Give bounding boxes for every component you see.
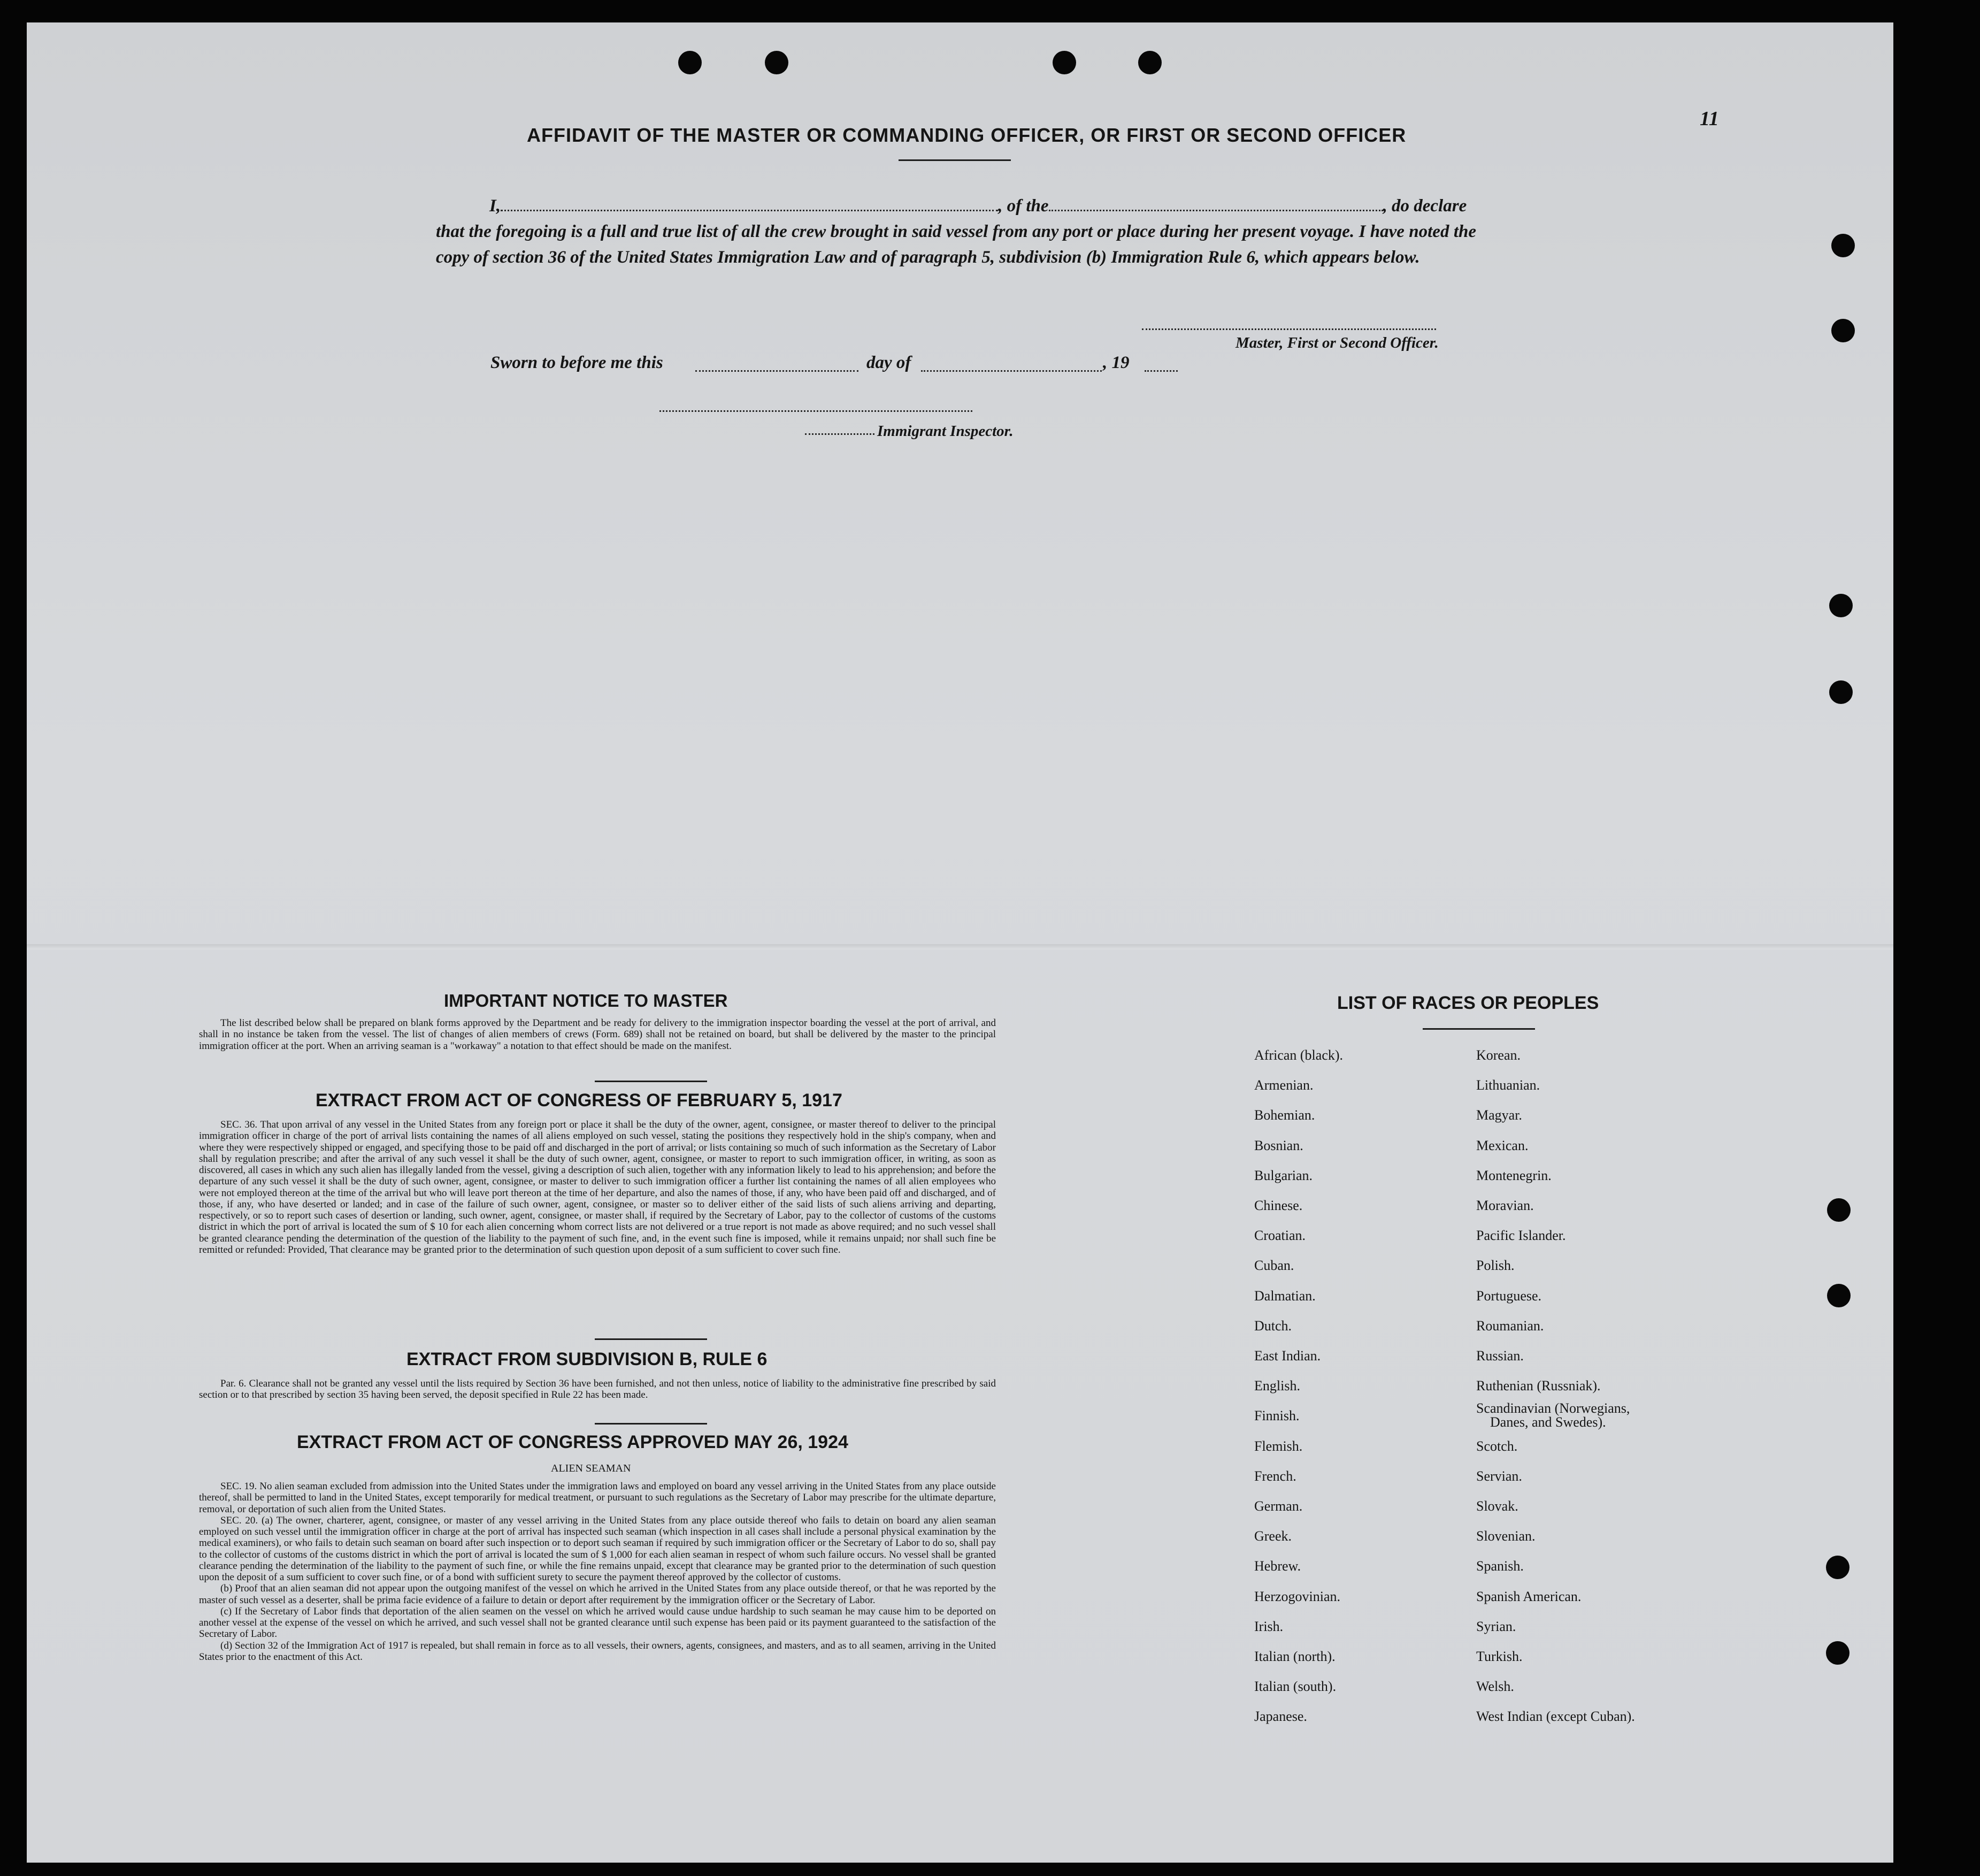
- par-6-text: Par. 6. Clearance shall not be granted any vessel until the lists required by Section 36 have been furnished, and not then unless, notice of liability to the administrative fine prescribed by said section or to that prescribed by section 35 having been served, the deposit specified in Rule 22 has been made.: [199, 1378, 996, 1401]
- race-item: Dalmatian.: [1254, 1288, 1316, 1304]
- sec-20c-text: (c) If the Secretary of Labor finds that deportation of the alien seamen on the vessel on which he arrived would cause undue hardship to such seaman he may cause him to be deported on another vessel at the expense of the vessel on which he arrived, and such vessel shall not be granted clearance until such expense has been paid or its payment guaranteed to the satisfaction of the Secretary of Labor.: [199, 1605, 996, 1640]
- race-item: Chinese.: [1254, 1198, 1303, 1213]
- race-item: Spanish American.: [1476, 1589, 1582, 1604]
- race-item: Polish.: [1476, 1258, 1515, 1273]
- year-blank[interactable]: [1145, 369, 1178, 372]
- punch-hole: [678, 51, 702, 74]
- master-label: Master, First or Second Officer.: [1235, 334, 1439, 351]
- race-item: English.: [1254, 1378, 1300, 1393]
- race-item: Herzogovinian.: [1254, 1589, 1341, 1604]
- notice-title: IMPORTANT NOTICE TO MASTER: [444, 991, 728, 1010]
- master-signature-blank[interactable]: [1142, 327, 1436, 330]
- name-blank[interactable]: [501, 196, 998, 211]
- notice-body: [199, 1017, 996, 1052]
- race-item: Hebrew.: [1254, 1558, 1301, 1574]
- race-item: Slovenian.: [1476, 1528, 1536, 1544]
- race-item: Finnish.: [1254, 1408, 1300, 1423]
- punch-hole: [1826, 1641, 1849, 1665]
- race-item: Ruthenian (Russniak).: [1476, 1378, 1601, 1393]
- year-prefix: , 19: [1103, 353, 1130, 372]
- sec-20b-text: (b) Proof that an alien seaman did not appear upon the outgoing manifest of the vessel on which he arrived in the United States from any place outside thereof, or that he was reported by the master of such vessel as a deserter, shall be prima facie evidence of a failure to detain or deport after requirement by the immigration officer or the Secretary of Labor.: [199, 1583, 996, 1606]
- race-item: Flemish.: [1254, 1438, 1303, 1454]
- affidavit-title: AFFIDAVIT OF THE MASTER OR COMMANDING OFFICER, OR FIRST OR SECOND OFFICER: [527, 124, 1407, 146]
- race-item: African (black).: [1254, 1047, 1344, 1063]
- declaration-first-line: [436, 194, 1476, 219]
- race-item: Turkish.: [1476, 1649, 1523, 1664]
- race-item: Slovak.: [1476, 1498, 1518, 1514]
- race-item: German.: [1254, 1498, 1303, 1514]
- sworn-text: Sworn to before me this: [490, 353, 663, 372]
- day-of-text: day of: [866, 353, 911, 372]
- race-item: Irish.: [1254, 1619, 1284, 1634]
- declaration-body: that the foregoing is a full and true list of all the crew brought in said vessel from any port or place during her present voyage. I have noted the copy of section 36 of the United States Immigration Law and of paragraph 5, subdivision (b) Immigration Rule 6, which appears below.: [436, 221, 1476, 267]
- notice-text: The list described below shall be prepared on blank forms approved by the Department and be ready for delivery to the immigration inspector boarding the vessel at the port of arrival, and shall in no instance be taken from the vessel. The list of changes of alien members of crews (Form. 689) shall not be retained on board, but shall be delivered by the master to the principal immigration officer at the port. When an arriving seaman is a "workaway" a notation to that effect should be made on the manifest.: [199, 1017, 996, 1052]
- race-item: Pacific Islander.: [1476, 1228, 1566, 1243]
- extract-1924-body: [199, 1481, 996, 1663]
- sec-36-text: SEC. 36. That upon arrival of any vessel in the United States from any foreign port or place it shall be the duty of the owner, agent, consignee, or master thereof to deliver to the principal immigration officer in charge of the port of arrival lists containing the names of all aliens employed on such vessel, stating the positions they respectively hold in the ship's company, when and where they were respectively shipped or engaged, and specifying those to be paid off and discharged in the port of arrival; or lists containing so much of such information as the Secretary of Labor shall by regulation prescribe; and after the arrival of any such vessel it shall be the duty of such owner, agent, consignee, or master to report to such immigration officer, in writing, as soon as discovered, all cases in which any such alien has illegally landed from the vessel, giving a description of such alien, together with any information likely to lead to his apprehension; and before the departure of any such vessel it shall be the duty of such owner, agent, consignee, or master to deliver to such immigration officer a further list containing the names of all alien employees who were not employed thereon at the time of the arrival but who will leave port thereon at the time of her departure, and also the names of those, if any, who have been paid off and discharged, and of those, if any, who have deserted or landed; and in case of the failure of such owner, agent, consignee, or master so to deliver either of the said lists of such aliens arriving and departing, respectively, or so to report such cases of desertion or landing, such owner, agent, consignee, or master shall, if required by the Secretary of Labor, pay to the collector of customs of the customs district in which the port of arrival is located the sum of $ 10 for each alien concerning whom correct lists are not delivered or a true report is not made as above required; and no such vessel shall be granted clearance pending the determination of the question of the liability to the payment of such fine, and, in the event such fine is imposed, while it remains unpaid; nor shall such fine be remitted or refunded: Provided, That clearance may be granted prior to the determination of such question upon deposit of a sum sufficient to cover such fine.: [199, 1119, 996, 1255]
- race-item: West Indian (except Cuban).: [1476, 1709, 1635, 1724]
- section-rule: [595, 1423, 707, 1425]
- sec-19-text: SEC. 19. No alien seaman excluded from admission into the United States under the immigration laws and employed on board any vessel arriving in the United States from any place outside thereof, shall be permitted to land in the United States, except temporarily for medical treatment, or pursuant to such regulations as the Secretary of Labor may prescribe for the ultimate departure, removal, or deportation of such alien from the United States.: [199, 1481, 996, 1515]
- page-mark: 11: [1700, 108, 1719, 130]
- race-item: French.: [1254, 1468, 1296, 1484]
- race-item: Dutch.: [1254, 1318, 1292, 1334]
- race-item: Montenegrin.: [1476, 1168, 1552, 1183]
- race-item: Italian (south).: [1254, 1679, 1337, 1694]
- punch-hole: [765, 51, 788, 74]
- race-item: Japanese.: [1254, 1709, 1307, 1724]
- race-item: Korean.: [1476, 1047, 1521, 1063]
- race-item: Mexican.: [1476, 1138, 1529, 1153]
- rule-6-title: EXTRACT FROM SUBDIVISION B, RULE 6: [406, 1349, 768, 1369]
- extract-1924-title: EXTRACT FROM ACT OF CONGRESS APPROVED MAY 26, 1924: [297, 1432, 848, 1452]
- sec-20d-text: (d) Section 32 of the Immigration Act of 1917 is repealed, but shall remain in force as to all vessels, their owners, agents, consignees, and masters, and as to all seamen, arriving in the United States prior to the enactment of this Act.: [199, 1640, 996, 1663]
- inspector-signature-blank[interactable]: [659, 409, 972, 412]
- race-item: Bosnian.: [1254, 1138, 1303, 1153]
- inspector-label: Immigrant Inspector.: [877, 423, 1014, 440]
- race-item: Roumanian.: [1476, 1318, 1544, 1334]
- race-item: Bohemian.: [1254, 1107, 1315, 1123]
- decl-i-text: I,: [489, 196, 501, 216]
- punch-hole: [1829, 594, 1853, 617]
- race-item: Bulgarian.: [1254, 1168, 1313, 1183]
- race-item: Russian.: [1476, 1348, 1524, 1364]
- extract-1917-body: [199, 1119, 996, 1255]
- race-item: Magyar.: [1476, 1107, 1522, 1123]
- race-item: Servian.: [1476, 1468, 1522, 1484]
- decl-do-declare-text: , do declare: [1383, 196, 1467, 216]
- race-item: Greek.: [1254, 1528, 1292, 1544]
- races-rule: [1423, 1028, 1535, 1030]
- race-item: Scotch.: [1476, 1438, 1518, 1454]
- race-item: East Indian.: [1254, 1348, 1321, 1364]
- affidavit-declaration: [436, 194, 1476, 271]
- race-item: Croatian.: [1254, 1228, 1306, 1243]
- race-item: Cuban.: [1254, 1258, 1294, 1273]
- page-fold: [27, 944, 1893, 950]
- sworn-day-blank[interactable]: [695, 369, 858, 372]
- punch-hole: [1831, 234, 1855, 257]
- race-item: Spanish.: [1476, 1558, 1524, 1574]
- rule-6-body: [199, 1378, 996, 1401]
- race-item: Syrian.: [1476, 1619, 1516, 1634]
- race-item: Welsh.: [1476, 1679, 1514, 1694]
- title-rule: [899, 159, 1011, 161]
- punch-hole: [1138, 51, 1162, 74]
- punch-hole: [1831, 319, 1855, 342]
- section-rule: [595, 1081, 707, 1082]
- inspector-lead-dots: [805, 432, 874, 435]
- race-item: Italian (north).: [1254, 1649, 1336, 1664]
- punch-hole: [1053, 51, 1076, 74]
- punch-hole: [1829, 680, 1853, 704]
- punch-hole: [1827, 1198, 1851, 1222]
- punch-hole: [1827, 1284, 1851, 1307]
- race-item: Armenian.: [1254, 1077, 1314, 1093]
- section-rule: [595, 1338, 707, 1340]
- races-title: LIST OF RACES OR PEOPLES: [1337, 993, 1599, 1013]
- month-blank[interactable]: [921, 369, 1102, 372]
- punch-hole: [1826, 1556, 1849, 1579]
- sec-20a-text: SEC. 20. (a) The owner, charterer, agent, consignee, or master of any vessel arriving in the United States from any place outside thereof who fails to detain on board any alien seaman employed on such vessel until the immigration officer in charge at the port of arrival has inspected such seaman (which inspection in all cases shall include a personal physical examination by the medical examiners), or who fails to detain such seaman on board after such inspection or to deport such seaman if required by such immigration officer or the Secretary of Labor to do so, shall pay to the collector of customs of the customs district in which the port of arrival is located the sum of $ 1,000 for each alien seaman in respect of whom such failure occurs. No vessel shall be granted clearance pending the determination of the liability to the payment of such fine, or while the fine remains unpaid, except that clearance may be granted prior to the determination of such question upon the deposit of a sum sufficient to cover such fine, or of a bond with sufficient surety to secure the payment thereof approved by the collector of customs.: [199, 1514, 996, 1583]
- vessel-blank[interactable]: [1049, 196, 1383, 211]
- alien-seaman-subtitle: ALIEN SEAMAN: [551, 1462, 631, 1474]
- race-item: Scandinavian (Norwegians, Danes, and Swedes).: [1476, 1400, 1630, 1430]
- decl-of-the-text: , of the: [998, 196, 1049, 216]
- race-item: Lithuanian.: [1476, 1077, 1540, 1093]
- race-item: Moravian.: [1476, 1198, 1534, 1213]
- race-item: Portuguese.: [1476, 1288, 1542, 1304]
- extract-1917-title: EXTRACT FROM ACT OF CONGRESS OF FEBRUARY 5, 1917: [316, 1090, 842, 1111]
